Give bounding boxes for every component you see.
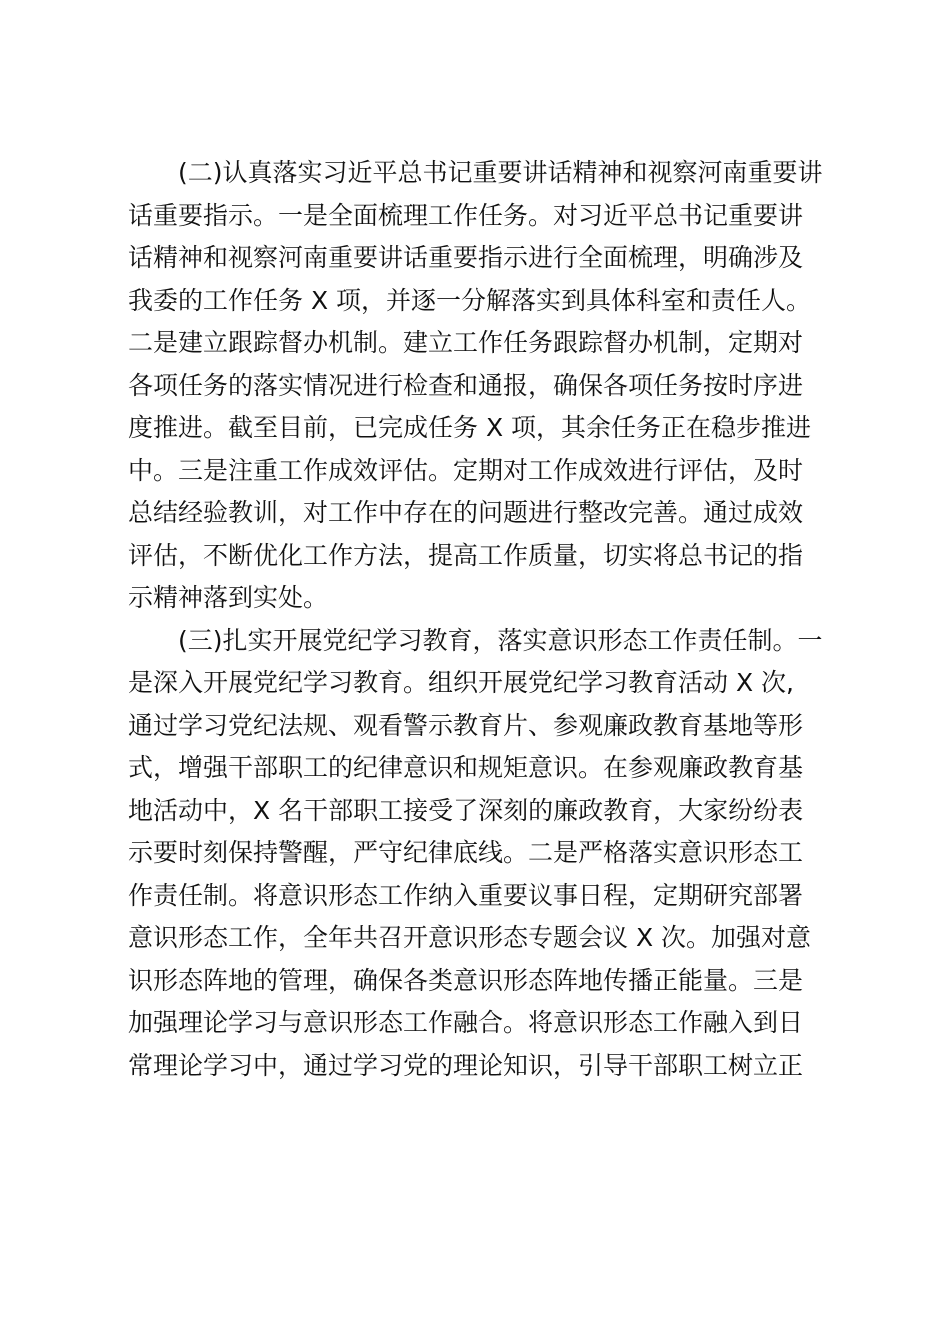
text-line: (二)认真落实习近平总书记重要讲话精神和视察河南重要讲 bbox=[178, 158, 823, 187]
text-line: 我委的工作任务 X 项，并逐一分解落实到具体科室和责任人。 bbox=[128, 285, 812, 315]
text-line: 二是建立跟踪督办机制。建立工作任务跟踪督办机制，定期对 bbox=[128, 328, 804, 357]
text-line: 作责任制。将意识形态工作纳入重要议事日程，定期研究部署 bbox=[128, 880, 804, 910]
text-line: 识形态阵地的管理，确保各类意识形态阵地传播正能量。三是 bbox=[128, 965, 804, 995]
text-line: 示要时刻保持警醒，严守纪律底线。二是严格落实意识形态工 bbox=[128, 838, 804, 867]
document-body bbox=[128, 152, 828, 1087]
text-line: 话重要指示。一是全面梳理工作任务。对习近平总书记重要讲 bbox=[128, 200, 804, 230]
text-line: 示精神落到实处。 bbox=[128, 583, 329, 612]
text-line: 总结经验教训，对工作中存在的问题进行整改完善。通过成效 bbox=[128, 498, 804, 527]
text-line: 话精神和视察河南重要讲话重要指示进行全面梳理，明确涉及 bbox=[128, 243, 804, 272]
text-line: 度推进。截至目前，已完成任务 X 项，其余任务正在稳步推进 bbox=[128, 413, 812, 442]
text-line: 评估，不断优化工作方法，提高工作质量，切实将总书记的指 bbox=[128, 540, 804, 570]
text-line: (三)扎实开展党纪学习教育，落实意识形态工作责任制。一 bbox=[178, 625, 823, 655]
text-line: 各项任务的落实情况进行检查和通报，确保各项任务按时序进 bbox=[128, 370, 804, 400]
text-line: 加强理论学习与意识形态工作融合。将意识形态工作融入到日 bbox=[128, 1008, 804, 1037]
text-line: 式，增强干部职工的纪律意识和规矩意识。在参观廉政教育基 bbox=[128, 753, 804, 782]
text-line: 地活动中，X 名干部职工接受了深刻的廉政教育，大家纷纷表 bbox=[128, 795, 804, 825]
text-line: 中。三是注重工作成效评估。定期对工作成效进行评估，及时 bbox=[128, 455, 804, 485]
paragraph-section-3 bbox=[128, 620, 828, 1088]
text-line: 是深入开展党纪学习教育。组织开展党纪学习教育活动 X 次, bbox=[128, 668, 794, 697]
paragraph-section-2 bbox=[128, 152, 828, 620]
text-line: 通过学习党纪法规、观看警示教育片、参观廉政教育基地等形 bbox=[128, 710, 804, 740]
text-line: 意识形态工作，全年共召开意识形态专题会议 X 次。加强对意 bbox=[128, 923, 812, 952]
text-line: 常理论学习中，通过学习党的理论知识，引导干部职工树立正 bbox=[128, 1050, 804, 1080]
